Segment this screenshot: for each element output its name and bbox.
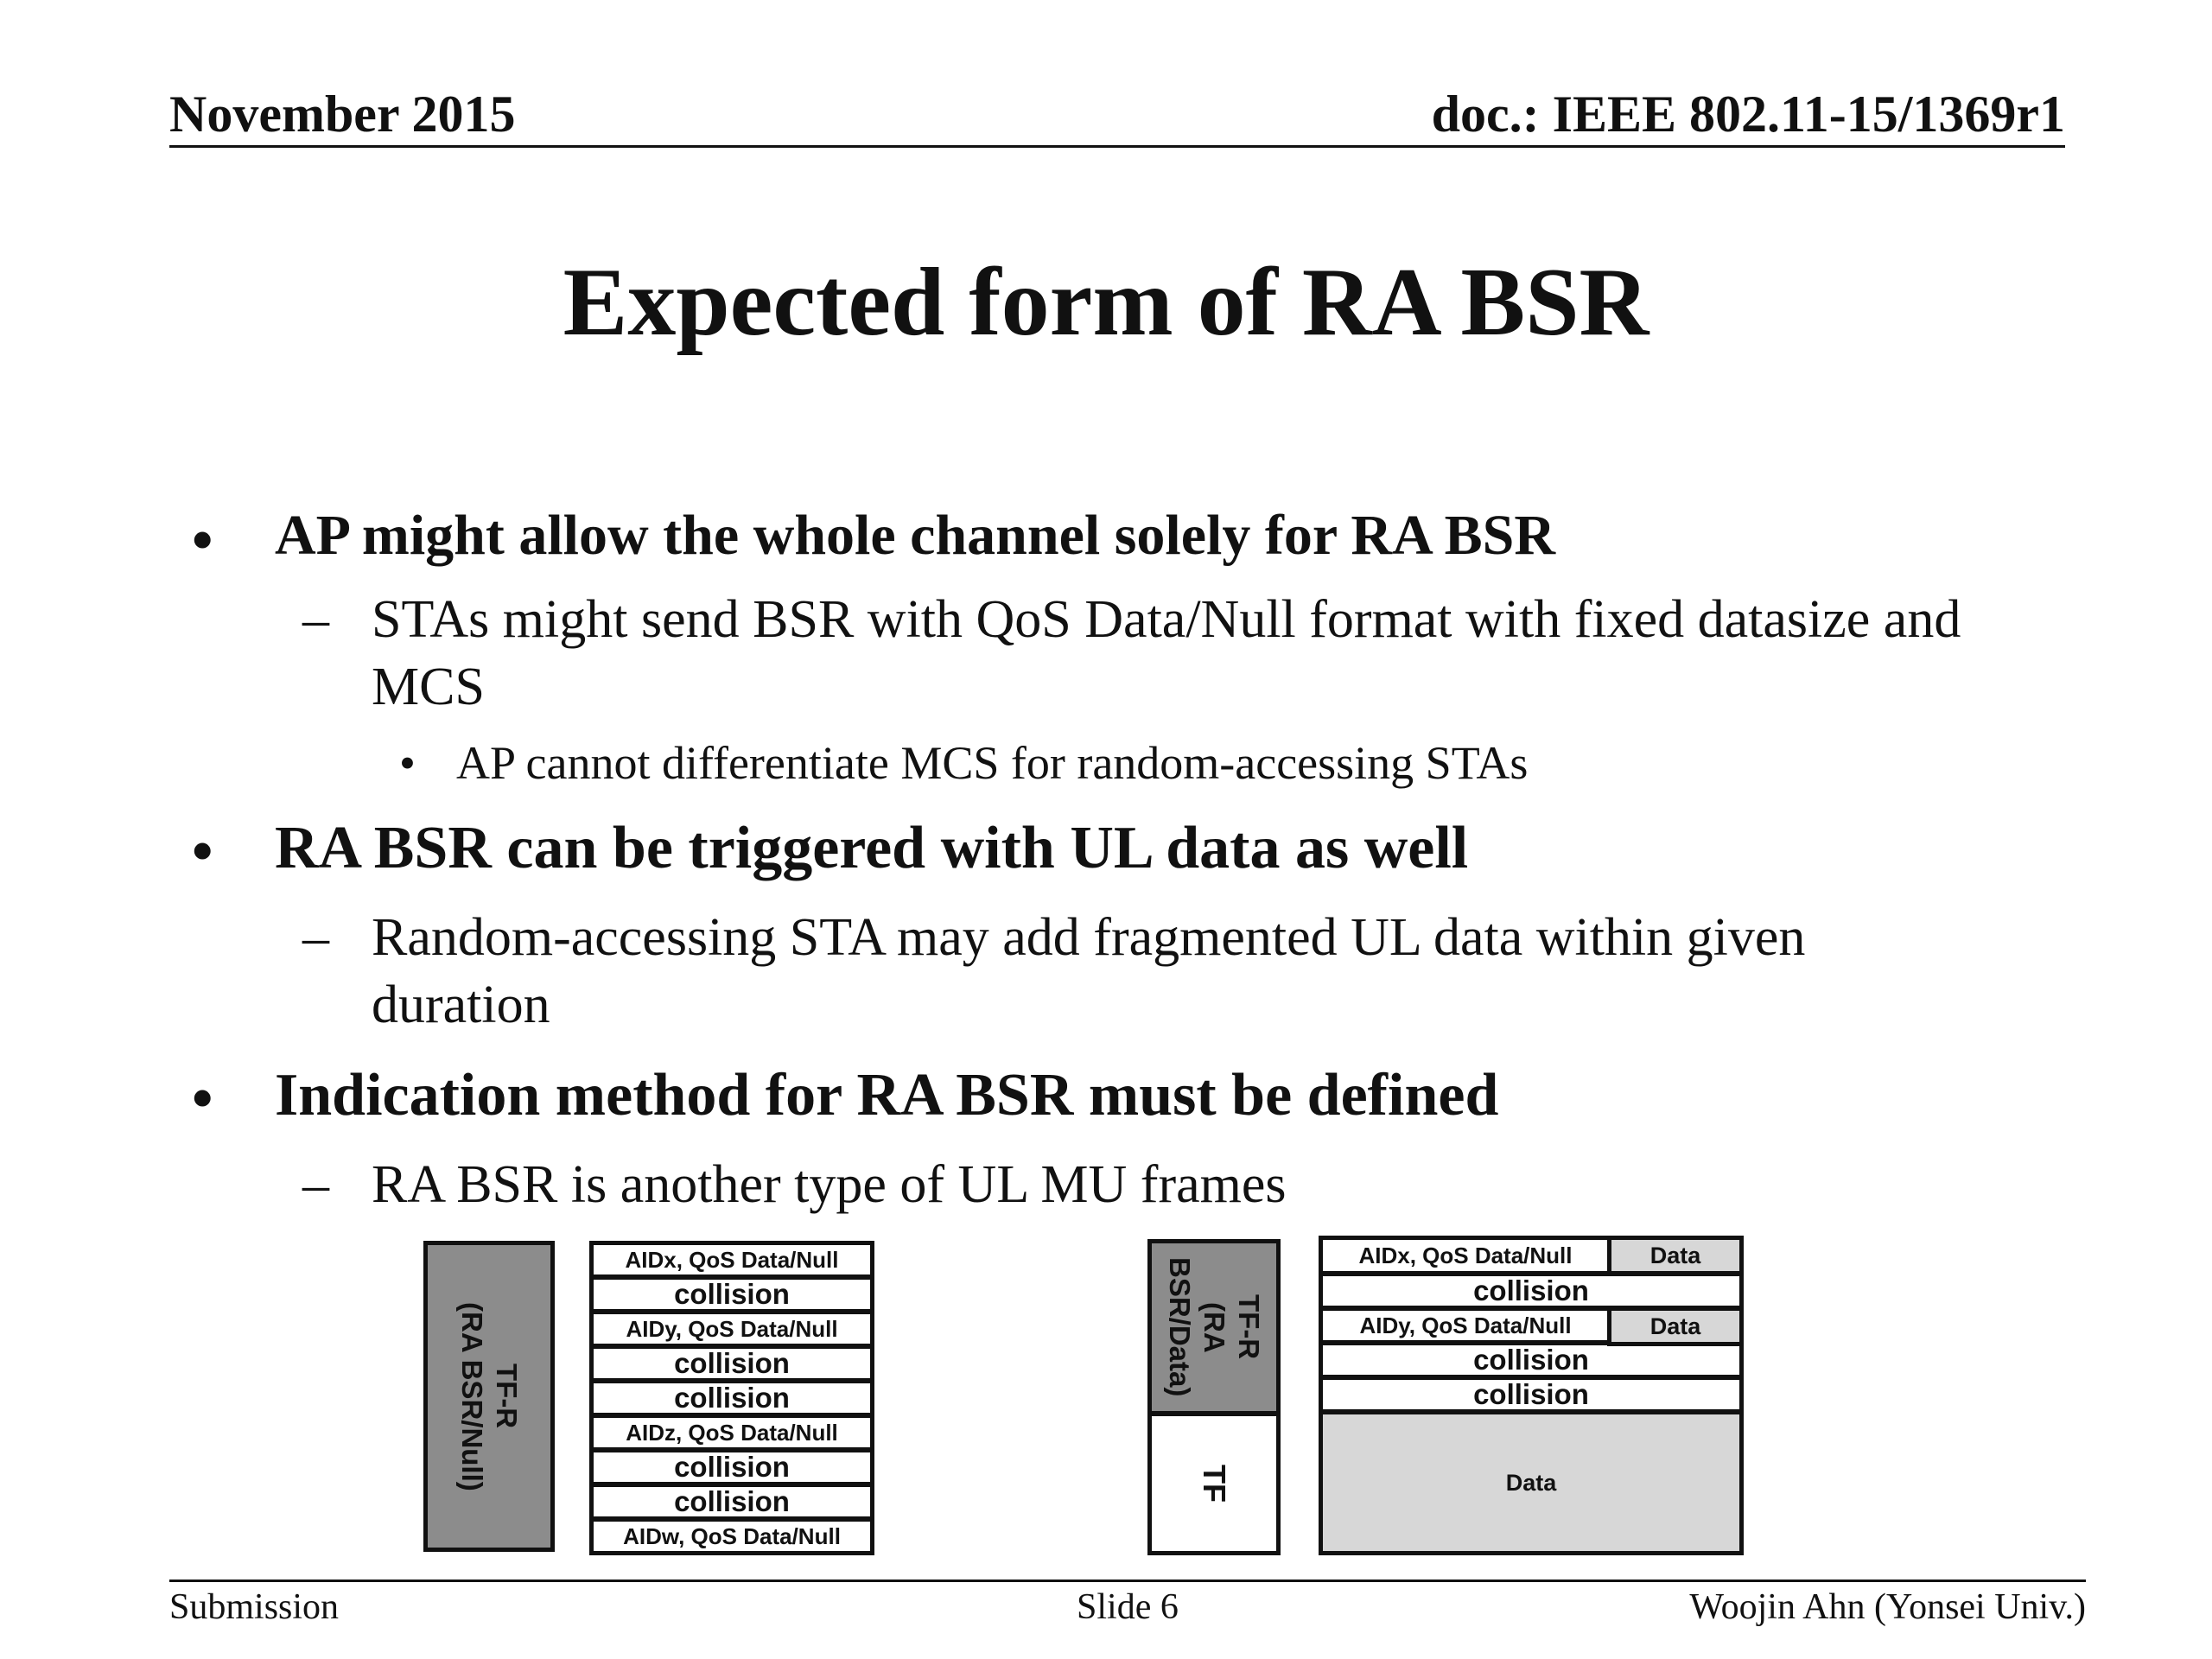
- left-collision-slot: collision: [589, 1483, 874, 1521]
- header-doc-id: doc.: IEEE 802.11-15/1369r1: [1431, 86, 2065, 143]
- data-small-block-2: Data: [1607, 1306, 1744, 1346]
- dash-marker: –: [302, 1155, 329, 1214]
- bullet-3-sub-1: RA BSR is another type of UL MU frames: [372, 1155, 1287, 1214]
- footer-author: Woojin Ahn (Yonsei Univ.): [1689, 1587, 2086, 1627]
- left-collision-slot: collision: [589, 1379, 874, 1417]
- tf-r-null-block: [423, 1241, 555, 1552]
- bullet-1-sub-1-line-2: MCS: [372, 658, 485, 716]
- right-collision-slot: collision: [1319, 1341, 1744, 1379]
- right-collision-slot: collision: [1319, 1272, 1744, 1310]
- bullet-marker: •: [192, 818, 213, 885]
- right-collision-slot: collision: [1319, 1376, 1744, 1414]
- header-divider: [169, 145, 2065, 148]
- footer-slide-number: Slide 6: [1077, 1587, 1179, 1627]
- bullet-2-sub-1-line-2: duration: [372, 976, 550, 1034]
- left-aid-slot: AIDw, QoS Data/Null: [589, 1517, 874, 1555]
- bullet-marker: •: [399, 737, 416, 789]
- dash-marker: –: [302, 908, 329, 967]
- bullet-2: RA BSR can be triggered with UL data as well: [275, 815, 1469, 881]
- bullet-1-subsub-1: AP cannot differentiate MCS for random-accessing STAs: [456, 737, 1529, 789]
- bullet-marker: •: [192, 507, 213, 574]
- right-aid-slot: AIDx, QoS Data/Null: [1319, 1236, 1612, 1275]
- data-small-block-1: Data: [1607, 1236, 1744, 1275]
- tf-r-data-label: TF-R (RA BSR/Data): [1164, 1257, 1265, 1397]
- left-collision-slot: collision: [589, 1344, 874, 1382]
- bullet-2-sub-1-line-1: Random-accessing STA may add fragmented UL data within given: [372, 908, 1806, 967]
- footer-submission: Submission: [169, 1587, 340, 1627]
- tf-r-data-block: [1147, 1239, 1281, 1415]
- slide-title: Expected form of RA BSR: [563, 249, 1649, 356]
- bullet-1: AP might allow the whole channel solely for RA BSR: [275, 504, 1556, 567]
- footer-divider: [169, 1580, 2086, 1582]
- tf-block: [1147, 1412, 1281, 1555]
- left-aid-slot: AIDz, QoS Data/Null: [589, 1414, 874, 1452]
- left-collision-slot: collision: [589, 1448, 874, 1486]
- left-aid-slot: AIDy, QoS Data/Null: [589, 1310, 874, 1348]
- tf-r-null-label: TF-R (RA BSR/Null): [456, 1301, 523, 1491]
- dash-marker: –: [302, 590, 329, 649]
- header-date: November 2015: [169, 86, 516, 143]
- left-aid-slot: AIDx, QoS Data/Null: [589, 1241, 874, 1279]
- right-aid-slot: AIDy, QoS Data/Null: [1319, 1306, 1612, 1344]
- tf-label: TF: [1197, 1465, 1232, 1503]
- data-large-block: Data: [1319, 1410, 1744, 1555]
- bullet-3: Indication method for RA BSR must be defined: [275, 1062, 1499, 1128]
- bullet-1-sub-1-line-1: STAs might send BSR with QoS Data/Null format with fixed datasize and: [372, 590, 1961, 649]
- left-collision-slot: collision: [589, 1275, 874, 1313]
- bullet-marker: •: [192, 1065, 213, 1132]
